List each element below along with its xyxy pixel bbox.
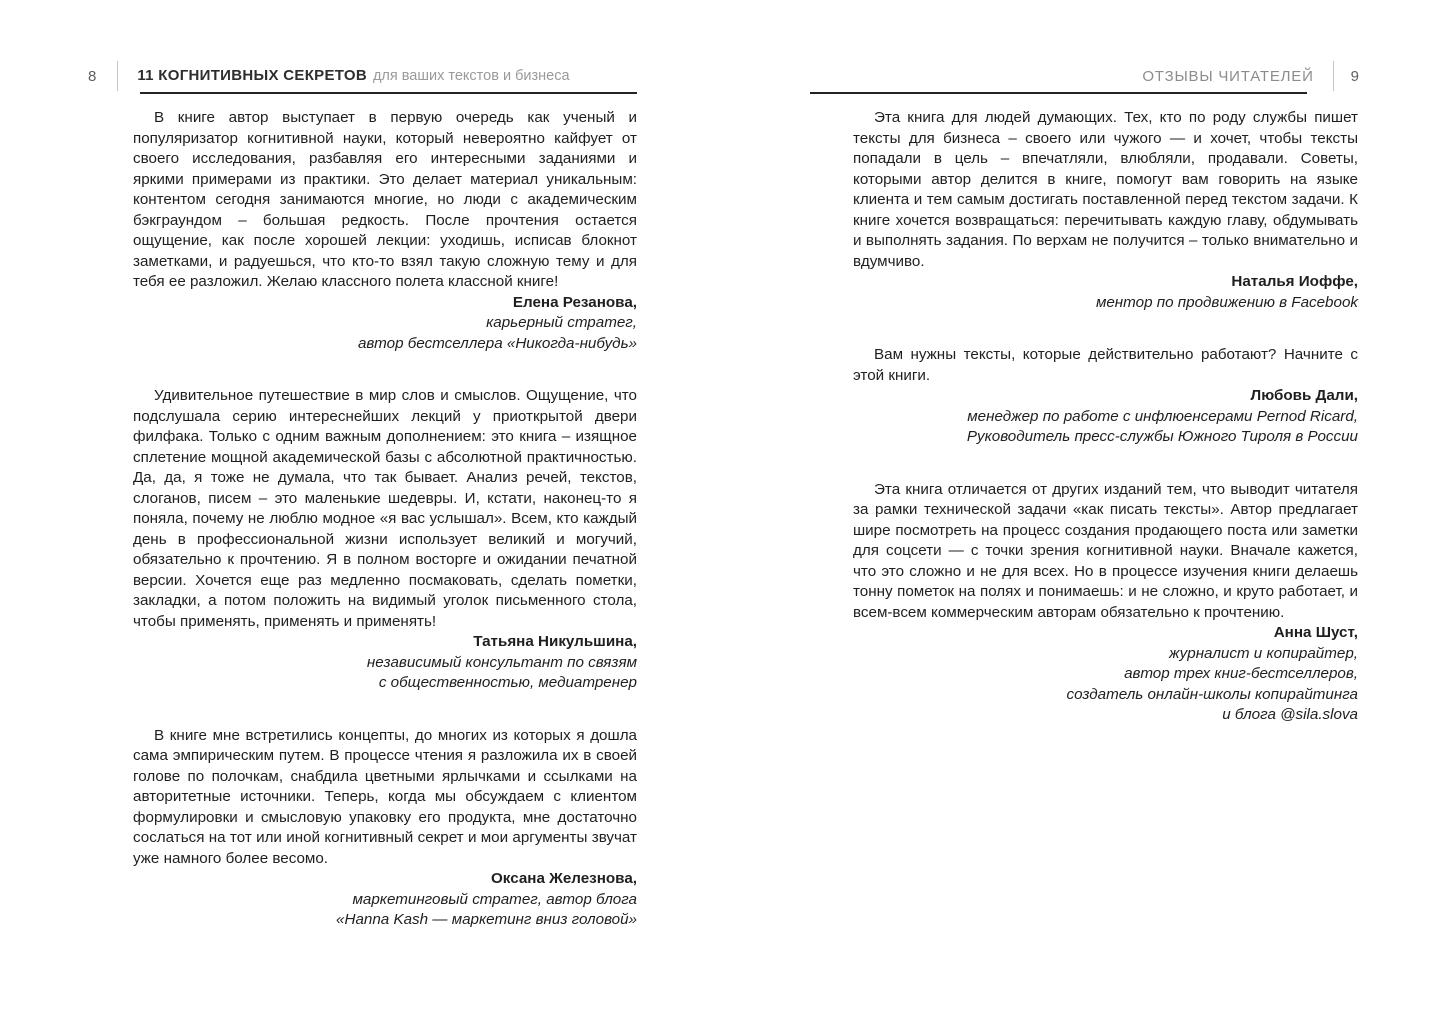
review-signature [133,632,637,694]
review [133,386,637,694]
review-author-role: Руководитель пресс-службы Южного Тироля в России [966,428,1358,445]
review-signature [133,293,637,355]
page-right [810,0,1359,1033]
review [853,345,1358,448]
running-title-subtitle: для ваших текстов и бизнеса [372,68,570,84]
review-author-role: менеджер по работе с инфлюенсерами Pernod Ricard, [967,407,1358,425]
review-text: Эта книга для людей думающих. Тех, кто по роду службы пишет тексты для бизнеса – своего или чужого — и хочет, чтобы тексты попадали в цель – впечатляли, влюбляли, продавали. Советы, которыми автор делится в книге, помогут вам говорить на языке клиента и тем самым достигать поставленной перед текстом задачи. К книге хочется возвращаться: перечитывать каждую главу, обдумывать и выполнять задания. По верхам не получится – только внимательно и вдумчиво. [853,109,1358,270]
review-text: Вам нужны тексты, которые действительно работают? Начните с этой книги. [853,346,1358,384]
review-author-role: и блога @sila.slova [1222,706,1358,723]
page-number-left: 8 [88,67,97,85]
running-title-bold: 11 КОГНИТИВНЫХ СЕКРЕТОВ [137,67,367,84]
review-author-role: журналист и копирайтер, [1169,644,1358,662]
review-signature [853,623,1358,726]
page-header-right [810,60,1359,92]
review-text: Удивительное путешествие в мир слов и смыслов. Ощущение, что подслушала серию интереснейших лекций у приоткрытой двери филфака. Только с одним важным дополнением: это книга – изящное сплетение мощной академической базы с абсолютной практичностью. Да, да, я тоже не думала, что так бывает. Анализ речей, текстов, слоганов, писем – это маленькие шедевры. И, кстати, наконец-то я поняла, почему не люблю модное «я вас услышал». Всем, кто каждый день в профессиональной жизни использует великий и могучий, обязательно к прочтению. Я в полном восторге и ожидании печатной версии. Хочется еще раз медленно посмаковать, сделать пометки, закладки, а потом положить на видимый уголок письменного стола, чтобы применять, применять и применять! [133,387,637,630]
header-rule-left [140,92,637,94]
header-divider-left [117,61,118,91]
review-author: Елена Резанова, [512,293,637,311]
review-signature [853,272,1358,313]
review-text: В книге мне встретились концепты, до многих из которых я дошла сама эмпирическим путем. В процессе чтения я разложила их в своей голове по полочкам, снабдила цветными ярлычками и ссылками на авторитетные источники. Теперь, когда мы обсуждаем с клиентом формулировки и смысловую упаковку его продукта, мне достаточно сослаться на тот или иной когнитивный секрет и мои аргументы звучат уже намного более весомо. [133,726,637,867]
review-author: Оксана Железнова, [490,870,637,887]
review [853,108,1358,313]
header-divider-right [1333,61,1334,91]
review-author: Анна Шуст, [1273,624,1358,641]
review [133,108,637,354]
page-number-right: 9 [1350,67,1359,85]
review-author-role: «Hanna Kash — маркетинг вниз головой» [336,911,637,928]
review-signature [853,386,1358,448]
review-author-role: независимый консультант по связям [366,653,637,671]
running-title-right: ОТЗЫВЫ ЧИТАТЕЛЕЙ [1142,67,1314,85]
review-author-role: карьерный стратег, [486,314,637,331]
review-author-role: с общественностью, медиатренер [378,674,637,691]
page-left [88,0,637,1033]
review-author-role: автор трех книг-бестселлеров, [1124,665,1358,682]
page-header-left [88,60,637,92]
review-author-role: маркетинговый стратег, автор блога [352,890,637,908]
review [853,480,1358,726]
review [133,726,637,931]
review-author-role: автор бестселлера «Никогда-нибудь» [357,334,637,352]
header-rule-right [810,92,1307,94]
review-author-role: ментор по продвижению в Facebook [1095,293,1358,311]
reviews-column-left [133,108,637,963]
review-author: Татьяна Никульшина, [473,633,637,650]
review-author: Любовь Дали, [1250,387,1358,404]
reviews-column-right [853,108,1358,758]
review-author: Наталья Иоффе, [1231,273,1358,290]
running-title-left [137,67,569,85]
review-text: Эта книга отличается от других изданий тем, что выводит читателя за рамки технической задачи «как писать тексты». Автор предлагает шире посмотреть на процесс создания продающего поста или заметки для соцсети — с точки зрения когнитивной науки. Вначале кажется, что это сложно и не для всех. Но в процессе изучения книги делаешь тонну пометок на полях и понимаешь: и не сложно, и круто работает, и всем-всем коммерческим авторам обязательно к прочтению. [853,480,1358,621]
review-text: В книге автор выступает в первую очередь как ученый и популяризатор когнитивной науки, который невероятно кайфует от своего исследования, разбавляя его интересными заданиями и яркими примерами из практики. Это делает материал уникальным: контентом сегодня занимаются многие, но люди с академическим бэкграундом – большая редкость. После прочтения остается ощущение, как после хорошей лекции: уходишь, исписав блокнот заметками, и радуешься, что кто-то взял такую сложную тему и для тебя ее разложил. Желаю классного полета классной книге! [133,109,637,290]
review-author-role: создатель онлайн-школы копирайтинга [1066,685,1358,703]
review-signature [133,869,637,931]
